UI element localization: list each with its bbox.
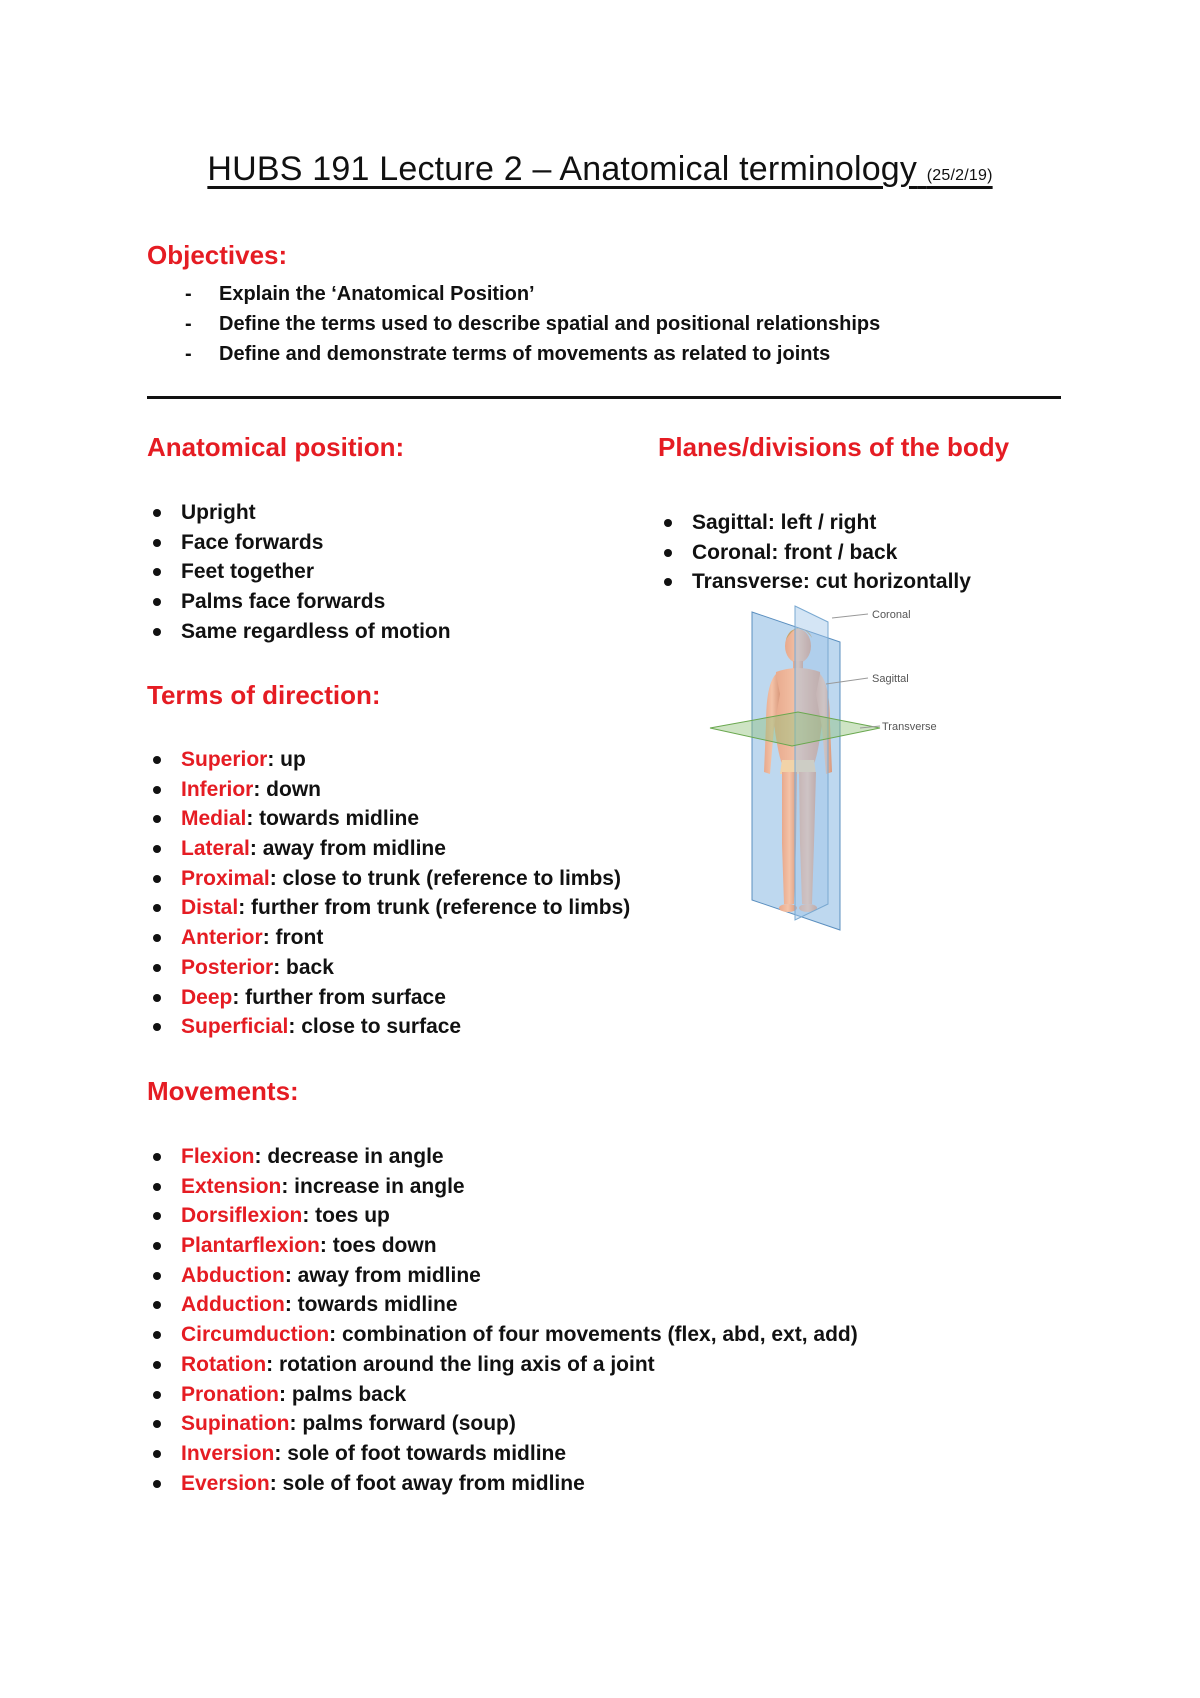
list-item: Face forwards [147,528,451,558]
directions-list [147,745,630,1042]
bullet-icon [153,568,161,576]
bullet-icon [153,1331,161,1339]
list-item: Inversion: sole of foot towards midline [147,1439,858,1469]
list-item: Coronal: front / back [658,538,971,568]
bullet-icon [664,578,672,586]
bullet-icon [664,519,672,527]
sagittal-label: Sagittal [872,673,909,685]
list-item: Circumduction: combination of four movements (flex, abd, ext, add) [147,1320,858,1350]
bullet-icon [664,549,672,557]
list-item: - Define and demonstrate terms of movements as related to joints [185,343,831,365]
bullet-icon [153,628,161,636]
bullet-icon [153,1301,161,1309]
directions-heading: Terms of direction: [147,680,381,710]
bullet-icon [153,1153,161,1161]
list-item: Extension: increase in angle [147,1172,858,1202]
list-item: Palms face forwards [147,587,451,617]
bullet-icon [153,1391,161,1399]
list-item: Superficial: close to surface [147,1012,630,1042]
bullet-icon [153,1023,161,1031]
list-item: Proximal: close to trunk (reference to limbs) [147,864,630,894]
coronal-leader [832,614,868,618]
movements-heading: Movements: [147,1076,299,1106]
planes-heading: Planes/divisions of the body [658,432,1010,462]
bullet-icon [153,815,161,823]
bullet-icon [153,875,161,883]
list-item: Supination: palms forward (soup) [147,1409,858,1439]
bullet-icon [153,1242,161,1250]
transverse-label: Transverse [882,721,937,733]
list-item: Rotation: rotation around the ling axis of a joint [147,1350,858,1380]
bullet-icon [153,598,161,606]
list-item: Inferior: down [147,775,630,805]
list-item: Feet together [147,557,451,587]
bullet-icon [153,509,161,517]
bullet-icon [153,1272,161,1280]
sagittal-plane [795,606,828,920]
page-title [0,150,1200,189]
list-item: Superior: up [147,745,630,775]
anatomical-position-heading: Anatomical position: [147,432,405,462]
list-item: Transverse: cut horizontally [658,567,971,597]
bullet-icon [153,1480,161,1488]
bullet-icon [153,1183,161,1191]
bullet-icon [153,1212,161,1220]
list-item: Dorsiflexion: toes up [147,1201,858,1231]
planes-list [658,508,971,597]
body-planes-figure [700,604,960,934]
list-item: Distal: further from trunk (reference to limbs) [147,893,630,923]
list-item: Lateral: away from midline [147,834,630,864]
anatomical-position-list [147,498,451,646]
bullet-icon [153,756,161,764]
bullet-icon [153,786,161,794]
list-item: Flexion: decrease in angle [147,1142,858,1172]
title-main: HUBS 191 Lecture 2 – Anatomical terminology [207,150,918,188]
list-item: Pronation: palms back [147,1380,858,1410]
bullet-icon [153,934,161,942]
objectives-list [185,279,880,369]
bullet-icon [153,994,161,1002]
bullet-icon [153,964,161,972]
transverse-plane [710,712,880,746]
movements-list [147,1142,858,1498]
list-item: Plantarflexion: toes down [147,1231,858,1261]
list-item: - Define the terms used to describe spatial and positional relationships [185,313,881,335]
list-item: Deep: further from surface [147,983,630,1013]
list-item: Sagittal: left / right [658,508,971,538]
bullet-icon [153,1361,161,1369]
list-item: Medial: towards midline [147,804,630,834]
bullet-icon [153,904,161,912]
objectives-heading: Objectives: [147,240,288,270]
bullet-icon [153,539,161,547]
list-item: Eversion: sole of foot away from midline [147,1469,858,1499]
list-item: Abduction: away from midline [147,1261,858,1291]
coronal-label: Coronal [872,609,911,621]
list-item: Upright [147,498,451,528]
list-item: Adduction: towards midline [147,1290,858,1320]
section-divider [147,396,1061,399]
list-item: Same regardless of motion [147,617,451,647]
list-item: Posterior: back [147,953,630,983]
bullet-icon [153,845,161,853]
bullet-icon [153,1420,161,1428]
title-date: (25/2/19) [926,167,993,184]
bullet-icon [153,1450,161,1458]
list-item: - Explain the ‘Anatomical Position’ [185,283,535,305]
list-item: Anterior: front [147,923,630,953]
